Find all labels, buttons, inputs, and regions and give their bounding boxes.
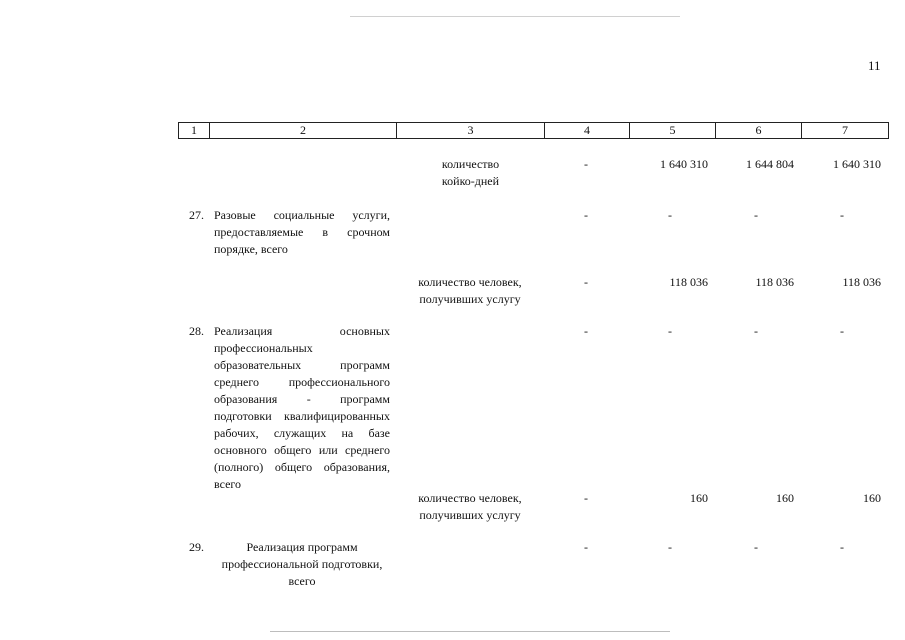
row-27-col6: - — [754, 208, 758, 222]
row-27-name: Разовые социальные услуги, предоставляемые в срочном порядке, всего — [214, 208, 390, 256]
row-28-measure: количество человек, получивших услугу — [418, 491, 522, 522]
row-27-measure-col7: 118 036 — [842, 275, 881, 289]
row-27-number: 27. — [189, 208, 204, 222]
row-26-col5: 1 640 310 — [660, 157, 708, 171]
row-29-col7: - — [840, 540, 844, 554]
row-29-col6: - — [754, 540, 758, 554]
row-29-number: 29. — [189, 540, 204, 554]
row-28-col7: - — [840, 324, 844, 338]
row-28-measure-col6: 160 — [776, 491, 794, 505]
header-col-4: 4 — [545, 123, 630, 139]
page-number: 11 — [868, 58, 881, 73]
row-27-col5: - — [668, 208, 672, 222]
row-26-col6: 1 644 804 — [746, 157, 794, 171]
row-27-measure: количество человек, получивших услугу — [418, 275, 522, 306]
row-28-col5: - — [668, 324, 672, 338]
row-27-measure-col4: - — [584, 275, 588, 289]
row-27-measure-col6: 118 036 — [755, 275, 794, 289]
scan-artifact-top — [350, 16, 680, 17]
row-27-col4: - — [584, 208, 588, 222]
row-27-col7: - — [840, 208, 844, 222]
row-28-name: Реализация основных профессиональных образовательных программ среднего профессионального образования - программ подготовки квалифицированных рабочих, служащих на базе основного общего или среднего (полного) общего образования, всего — [214, 324, 390, 491]
row-28-measure-col7: 160 — [863, 491, 881, 505]
scan-artifact-bottom — [270, 631, 670, 632]
row-28-number: 28. — [189, 324, 204, 338]
column-number-header — [178, 122, 889, 139]
header-col-1: 1 — [179, 123, 210, 139]
header-col-6: 6 — [716, 123, 802, 139]
row-28-col4: - — [584, 324, 588, 338]
header-col-3: 3 — [397, 123, 545, 139]
row-26-col4: - — [584, 157, 588, 171]
row-29-name: Реализация программ профессиональной подготовки, всего — [221, 540, 383, 588]
row-29-col4: - — [584, 540, 588, 554]
row-28-measure-col5: 160 — [690, 491, 708, 505]
header-col-2: 2 — [210, 123, 397, 139]
row-28-measure-col4: - — [584, 491, 588, 505]
row-26-measure: количество койко-дней — [441, 157, 500, 188]
row-27-measure-col5: 118 036 — [669, 275, 708, 289]
header-col-5: 5 — [630, 123, 716, 139]
header-col-7: 7 — [802, 123, 889, 139]
row-29-col5: - — [668, 540, 672, 554]
row-26-col7: 1 640 310 — [833, 157, 881, 171]
row-28-col6: - — [754, 324, 758, 338]
